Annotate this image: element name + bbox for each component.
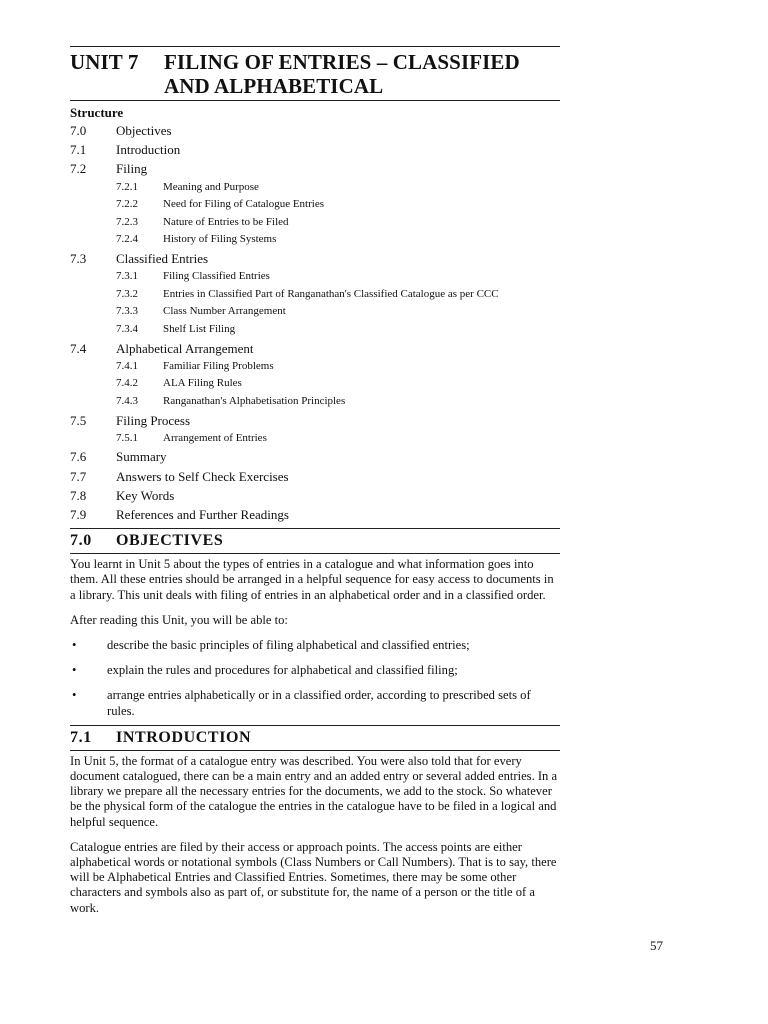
toc-item-label: Alphabetical Arrangement [116,340,254,356]
toc-item [70,447,560,466]
toc-item [70,339,560,358]
toc-subitem-label: Filing Classified Entries [163,270,270,283]
bullet-dot-icon: • [72,637,77,652]
objective-bullet-text: describe the basic principles of filing alphabetical and classified entries; [107,637,470,652]
introduction-bottom-rule [70,750,560,751]
title-bottom-rule [70,100,560,101]
toc-subitem [70,358,560,376]
bullet-dot-icon: • [72,663,77,678]
toc-subitem-label: History of Filing Systems [163,233,277,246]
toc-item-number: 7.9 [70,506,87,522]
toc-subitem [70,321,560,339]
toc-subitem-number: 7.3.1 [116,270,138,283]
toc-item-number: 7.8 [70,487,87,503]
toc-item [70,140,560,159]
toc-item [70,159,560,178]
unit-title [70,47,560,100]
objectives-paragraph: You learnt in Unit 5 about the types of entries in a catalogue and what information goes into them. All these entries should be arranged in a helpful sequence for easy access to documents in a library. This unit deals with filing of entries in an alphabetical order and in a classified order. [70,557,554,602]
toc-item-number: 7.3 [70,250,87,266]
toc-subitem-number: 7.4.2 [116,377,138,390]
toc-subitem-number: 7.3.3 [116,305,138,318]
toc-item-label: Classified Entries [116,250,209,266]
page-number: 57 [650,938,663,953]
toc-item-number: 7.7 [70,468,87,484]
objective-bullet [70,688,560,718]
objectives-number: 7.0 [70,532,92,550]
toc-subitem-label: Class Number Arrangement [163,305,286,318]
toc-subitem-label: Nature of Entries to be Filed [163,215,289,228]
toc-item-number: 7.5 [70,412,87,428]
objective-bullet [70,638,560,653]
toc-item-label: Introduction [116,142,181,158]
toc-subitem-number: 7.2.2 [116,198,138,211]
toc-item [70,121,560,140]
toc-subitem-number: 7.2.1 [116,180,138,193]
objectives-bottom-rule [70,553,560,554]
objective-bullet-text: arrange entries alphabetically or in a classified order, according to prescribed sets of rules. [107,688,531,718]
toc-item-label: Key Words [116,487,175,503]
toc-item-label: References and Further Readings [116,506,289,522]
structure-heading: Structure [70,105,124,120]
objectives-title: OBJECTIVES [116,532,224,550]
toc-subitem-label: Meaning and Purpose [163,180,259,193]
toc-item-number: 7.1 [70,142,87,158]
introduction-title: INTRODUCTION [116,728,252,746]
toc-subitem-label: ALA Filing Rules [163,377,242,390]
toc-subitem-label: Arrangement of Entries [163,431,267,444]
introduction-number: 7.1 [70,728,92,746]
toc-subitem [70,286,560,304]
toc-subitem [70,303,560,321]
toc-subitem-label: Familiar Filing Problems [163,359,274,372]
toc-subitem-label: Need for Filing of Catalogue Entries [163,198,324,211]
toc-item-number: 7.4 [70,340,87,356]
toc-item [70,411,560,430]
bullet-dot-icon: • [72,688,77,703]
table-of-contents [70,121,560,524]
toc-subitem [70,393,560,411]
objectives-heading [70,529,560,553]
toc-subitem [70,214,560,232]
toc-item [70,467,560,486]
toc-item-label: Objectives [116,123,172,138]
toc-subitem-number: 7.3.2 [116,287,138,300]
objectives-lead: After reading this Unit, you will be able to: [70,612,288,627]
toc-subitem-label: Entries in Classified Part of Ranganathan's Classified Catalogue as per CCC [163,287,499,300]
toc-item-label: Filing Process [116,412,191,428]
toc-item [70,486,560,505]
toc-item-number: 7.0 [70,123,87,138]
unit-number: UNIT 7 [70,50,139,74]
toc-subitem [70,179,560,197]
toc-subitem [70,268,560,286]
toc-subitem [70,375,560,393]
introduction-paragraph-1: In Unit 5, the format of a catalogue entry was described. You were also told that for every document catalogued, there can be a main entry and an added entry or several added entries. In a library we prepare all the necessary entries for the documents, we add to the stock. So whatever be the physical form of the catalogue the entries in the catalogue have to be filed in a logical and helpful sequence. [70,753,558,829]
objective-bullet-text: explain the rules and procedures for alphabetical and classified filing; [107,663,458,678]
toc-item-label: Answers to Self Check Exercises [116,468,289,484]
objectives-bullet-list [70,638,560,719]
unit-title-line2: AND ALPHABETICAL [164,74,384,98]
introduction-heading [70,726,560,750]
toc-subitem-label: Shelf List Filing [163,322,236,335]
toc-item [70,505,560,524]
toc-subitem-number: 7.2.4 [116,233,138,246]
toc-subitem [70,231,560,249]
introduction-paragraph-2: Catalogue entries are filed by their access or approach points. The access points are either alphabetical words or notational symbols (Class Numbers or Call Numbers). That is to say, there will be Alphabetical Entries and Classified Entries. Sometimes, there may be some other characters and symbols also as part of, or substitute for, the name of a person or the title of a work. [70,839,557,915]
toc-subitem-number: 7.4.3 [116,394,138,407]
toc-subitem-number: 7.5.1 [116,431,138,444]
toc-item-label: Summary [116,449,167,465]
document-page [70,46,560,916]
unit-title-line1: FILING OF ENTRIES – CLASSIFIED [164,50,520,74]
toc-item [70,249,560,268]
toc-subitem [70,430,560,448]
toc-item-label: Filing [116,161,148,177]
toc-subitem-label: Ranganathan's Alphabetisation Principles [163,394,346,407]
objective-bullet [70,663,560,678]
toc-subitem-number: 7.3.4 [116,322,138,335]
toc-subitem-number: 7.2.3 [116,215,138,228]
toc-item-number: 7.2 [70,161,87,177]
toc-subitem [70,196,560,214]
toc-subitem-number: 7.4.1 [116,359,138,372]
toc-item-number: 7.6 [70,449,87,465]
